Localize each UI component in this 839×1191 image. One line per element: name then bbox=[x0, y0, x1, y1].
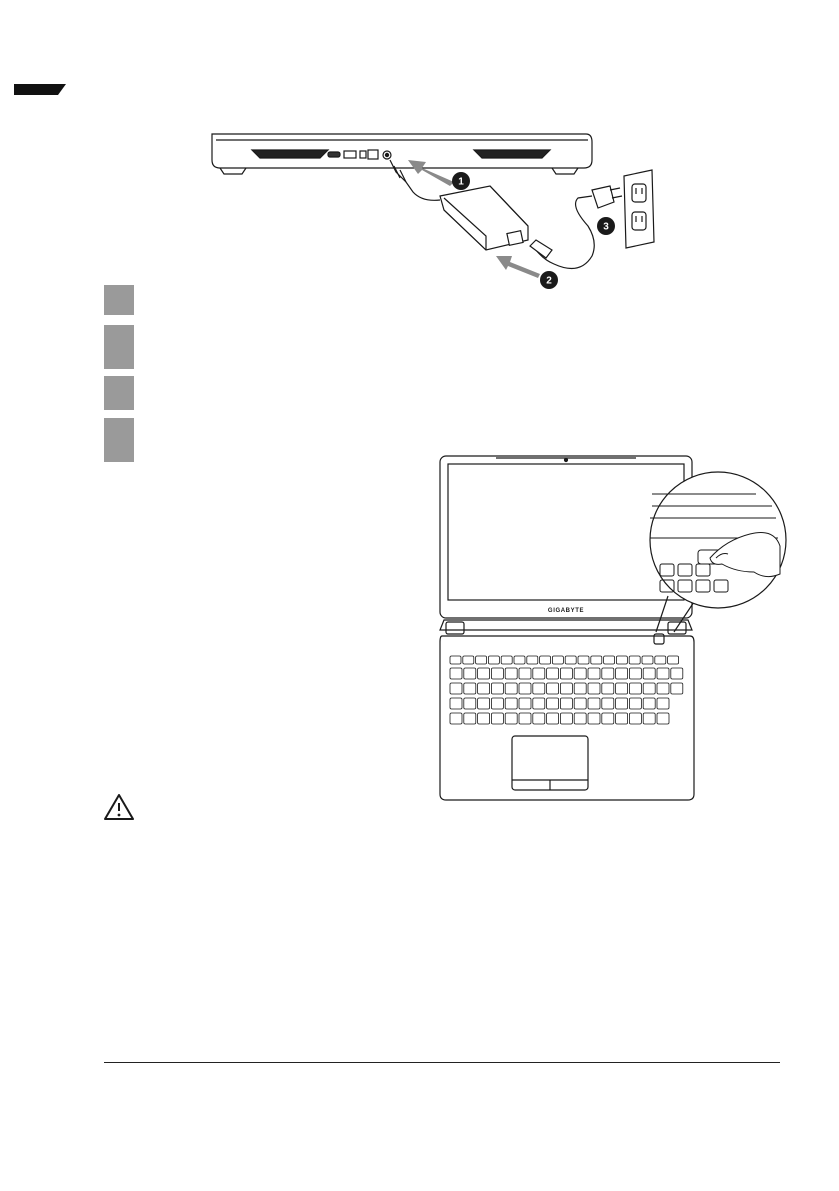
callout-1-label: 1 bbox=[458, 176, 464, 188]
callout-1 bbox=[452, 172, 470, 190]
ac-cord bbox=[530, 196, 594, 269]
step-1-box bbox=[104, 285, 134, 315]
step-2-box bbox=[104, 325, 134, 369]
power-connection-illustration bbox=[200, 126, 670, 296]
callout-2-label: 2 bbox=[546, 275, 552, 287]
callout-3-label: 3 bbox=[603, 221, 609, 233]
laptop-rear-view bbox=[212, 134, 592, 174]
arrow-to-laptop bbox=[408, 160, 454, 186]
footer-divider bbox=[104, 1062, 780, 1063]
step-4-box bbox=[104, 418, 134, 462]
laptop-brand-label: GIGABYTE bbox=[547, 608, 585, 614]
callout-3 bbox=[597, 217, 615, 235]
wall-outlet bbox=[624, 170, 654, 248]
wall-plug bbox=[592, 186, 622, 208]
power-adapter bbox=[440, 186, 528, 250]
keyboard bbox=[450, 656, 683, 724]
arrow-to-adapter bbox=[496, 256, 540, 278]
warning-icon bbox=[103, 793, 135, 821]
touchpad bbox=[512, 736, 588, 790]
laptop-power-button-illustration bbox=[436, 454, 792, 804]
callout-2 bbox=[540, 271, 558, 289]
step-3-box bbox=[104, 376, 134, 410]
language-tab-marker bbox=[14, 84, 58, 95]
